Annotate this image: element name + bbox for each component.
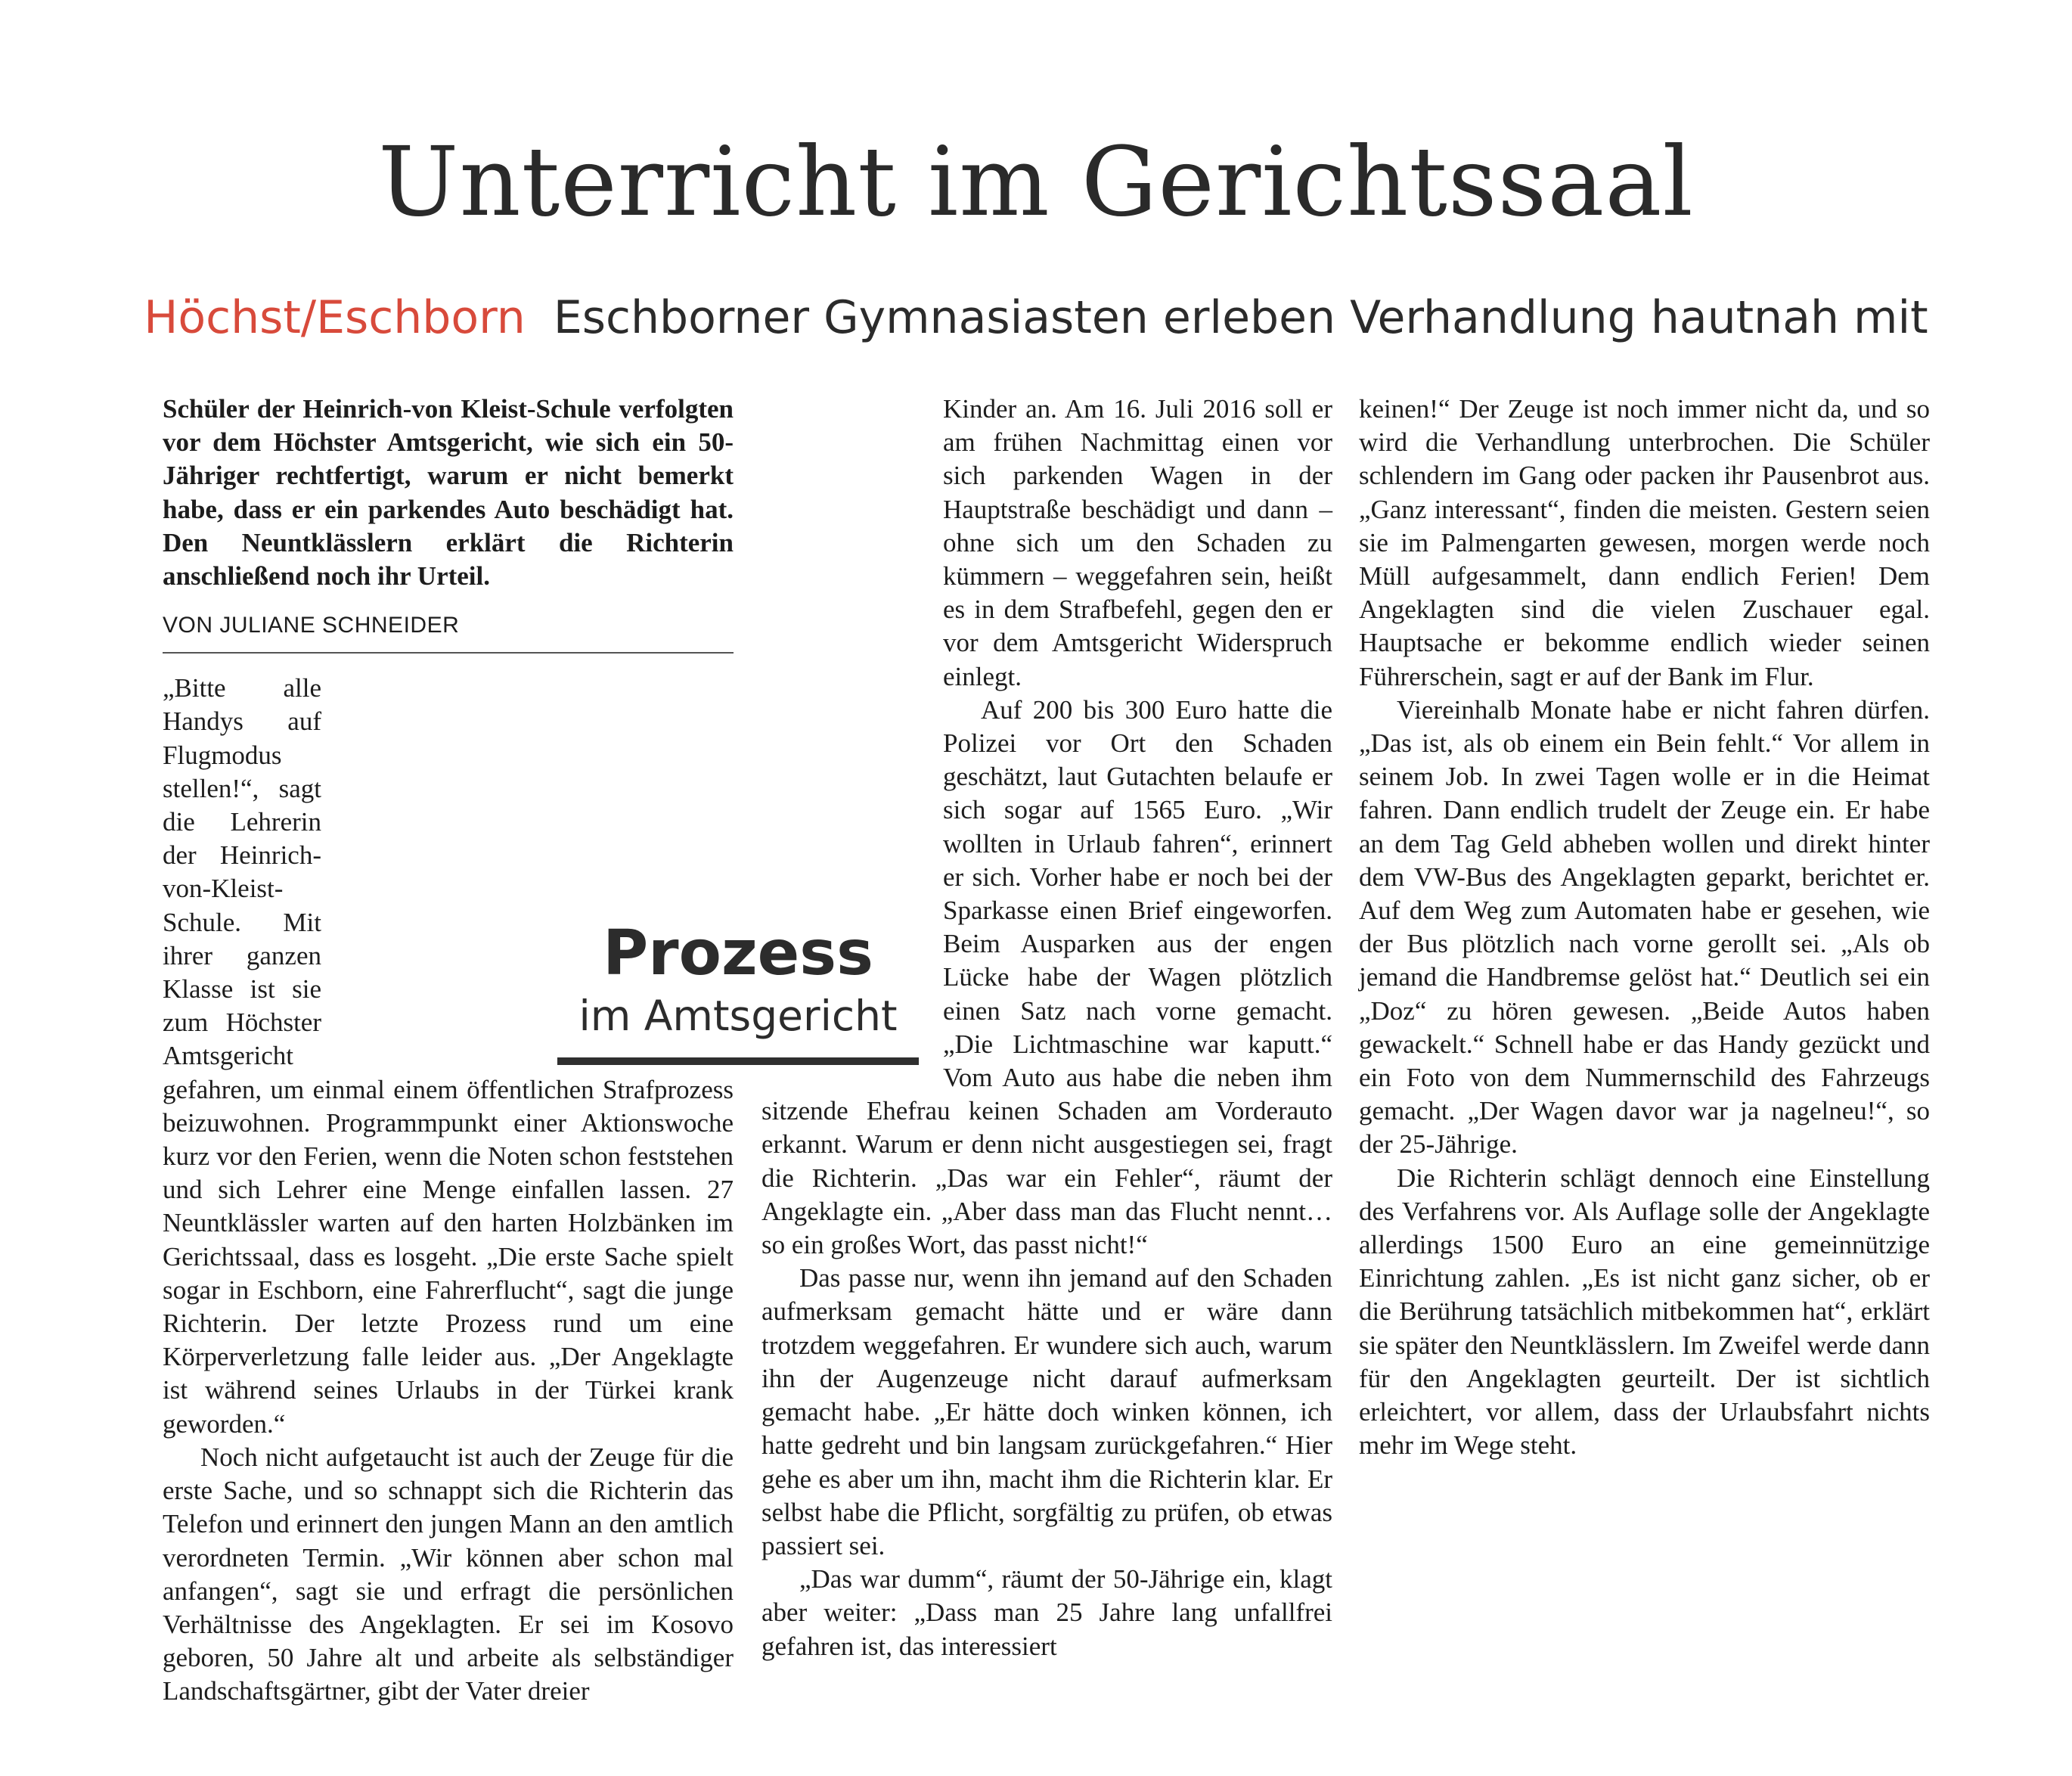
col3-paragraph-2: Viereinhalb Monate habe er nicht fahren dürfen. „Das ist, als ob einem ein Bein fehlt.“ Vor allem in seinem Job. In zwei Tagen wolle er in die Heimat fahren. Dann endlich trudelt der Zeuge ein. Er habe an dem Tag Geld abheben wollen und direkt hinter dem VW-Bus des Angeklagten geparkt, berichtet er. Auf dem Weg zum Automaten habe er gesehen, wie der Bus plötzlich nach vorne gerollt sei. „Als ob jemand die Handbremse gelöst hat.“ Deutlich sei ein „Doz“ zu hören gewesen. „Beide Autos haben gewackelt.“ Schnell habe er das Handy gezückt und ein Foto von dem Nummernschild des Fahrzeugs gemacht. „Der Wagen davor war ja nagelneu!“, so der 25-Jährige.	[1359, 694, 1930, 1160]
headline: Unterricht im Gerichtssaal	[378, 126, 1694, 238]
col1-paragraph-1: „Bitte alle Handys auf Flugmodus stellen!“, sagt die Lehrerin der Heinrich-von-Kleist-Schule. Mit ihrer ganzen Klasse ist sie zum Höchster Amtsgericht gefahren, um einmal einem öffentlichen Strafprozess beizuwohnen. Programmpunkt einer Aktionswoche kurz vor den Ferien, wenn die Noten schon feststehen und sich Lehrer eine Menge einfallen lassen. 27 Neuntklässler warten auf den harten Holzbänken im Gerichtssaal, dass es losgeht. „Die erste Sache spielt sogar in Eschborn, eine Fahrerflucht“, sagt die junge Richterin. Der letzte Prozess rund um eine Körperverletzung falle leider aus. „Der Angeklagte ist während seines Urlaubs in der Türkei krank geworden.“	[163, 673, 734, 1439]
col2-paragraph-4: „Das war dumm“, räumt der 50-Jährige ein, klagt aber weiter: „Dass man 25 Jahre lang unfallfrei gefahren ist, das interessiert	[761, 1564, 1332, 1661]
subheadline: Eschborner Gymnasiasten erleben Verhandlung hautnah mit	[553, 291, 1928, 344]
lead-paragraph: Schüler der Heinrich-von Kleist-Schule verfolgten vor dem Höchster Amtsgericht, wie sich ein 50-Jähriger rechtfertigt, warum er nicht bemerkt habe, dass er ein parkendes Auto beschädigt hat. Den Neuntklässlern erklärt die Richterin anschließend noch ihr Urteil.	[163, 394, 734, 591]
col1-paragraph-2: Noch nicht aufgetaucht ist auch der Zeuge für die erste Sache, und so schnappt sich die Richterin das Telefon und erinnert den jungen Mann an den amtlich verordneten Termin. „Wir können aber schon mal anfangen“, sagt sie und erfragt die persönlichen Verhältnisse des Angeklagten. Er sei im Kosovo geboren, 50 Jahre alt und arbeite als selbständiger Landschaftsgärtner, gibt der Vater dreier	[163, 1442, 734, 1706]
col3-paragraph-3: Die Richterin schlägt dennoch eine Einstellung des Verfahrens vor. Als Auflage solle der Angeklagte allerdings 1500 Euro an eine gemeinnützige Einrichtung zahlen. „Es ist nicht ganz sicher, ob er die Berührung tatsächlich mitbekommen hat“, erklärt sie später den Neuntklässlern. Im Zweifel werde dann für den Angeklagten geurteilt. Der ist sichtlich erleichtert, vor allem, dass der Urlaubsfahrt nichts mehr im Wege steht.	[1359, 1163, 1930, 1461]
location-kicker: Höchst/Eschborn	[144, 291, 526, 344]
col2-paragraph-1: Kinder an. Am 16. Juli 2016 soll er am frühen Nachmittag einen vor sich parkenden Wagen in der Hauptstraße beschädigt und dann – ohne sich um den Schaden zu kümmern – weggefahren sein, heißt es in dem Strafbefehl, gegen den er vor dem Amtsgericht Widerspruch einlegt.	[943, 394, 1332, 691]
callout-subtitle: im Amtsgericht	[578, 992, 898, 1040]
col2-paragraph-3: Das passe nur, wenn ihn jemand auf den Schaden aufmerksam gemacht hätte und er wäre dann trotzdem weggefahren. Er wundere sich auch, warum ihn der Augenzeuge nicht darauf aufmerksam gemacht habe. „Er hätte doch winken können, ich hatte gedreht und bin langsam zurückgefahren.“ Hier gehe es aber um ihn, macht ihm die Richterin klar. Er selbst habe die Pflicht, sorgfältig zu prüfen, ob etwas passiert sei.	[761, 1263, 1332, 1560]
byline: VON JULIANE SCHNEIDER	[163, 614, 734, 654]
column-3	[1359, 393, 1930, 1463]
callout-box	[557, 917, 919, 1065]
col2-paragraph-2: Auf 200 bis 300 Euro hatte die Polizei vor Ort den Schaden geschätzt, laut Gutachten belaufe er sich sogar auf 1565 Euro. „Wir wollten in Urlaub fahren“, erinnert er sich. Vorher habe er noch bei der Sparkasse einen Brief eingeworfen. Beim Ausparken aus der engen Lücke habe der Wagen plötzlich einen Satz nach vorne gemacht. „Die Lichtmaschine war kaputt.“ Vom Auto aus habe die neben ihm sitzende Ehefrau keinen Schaden am Vorderauto erkannt. Warum er denn nicht ausgestiegen sei, fragt die Richterin. „Das war ein Fehler“, räumt der Angeklagte ein. „Aber dass man das Flucht nennt… so ein großes Wort, das passt nicht!“	[761, 694, 1332, 1260]
col3-paragraph-1: keinen!“ Der Zeuge ist noch immer nicht da, und so wird die Verhandlung unterbrochen. Die Schüler schlendern im Gang oder packen ihr Pausenbrot aus. „Ganz interessant“, finden die meisten. Gestern seien sie im Palmengarten gewesen, morgen werde noch Müll aufgesammelt, dann endlich Ferien! Dem Angeklagten sind die vielen Zuschauer egal. Hauptsache er bekomme endlich wieder seinen Führerschein, sagt er auf der Bank im Flur.	[1359, 394, 1930, 691]
subheadline-row	[0, 291, 2072, 344]
callout-title: Prozess	[603, 917, 873, 989]
